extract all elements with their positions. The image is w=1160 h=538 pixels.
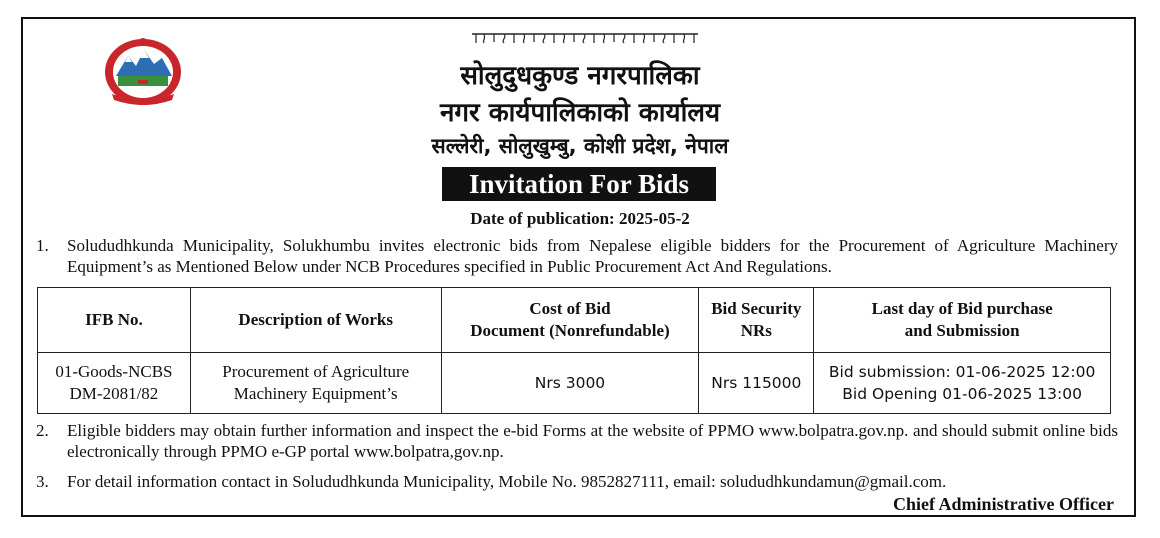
paragraph-text: Eligible bidders may obtain further information and inspect the e-bid Forms at the website of PPMO www.bolpatra.gov.np. and should submit online bids electronically through PPMO e-GP portal www.bolpatra,gov.np. bbox=[67, 421, 1118, 461]
office-address: सल्लेरी, सोलुखुम्बु, कोशी प्रदेश, नेपाल bbox=[431, 134, 729, 158]
cell-cost: Nrs 3000 bbox=[441, 353, 699, 414]
cell-security: Nrs 115000 bbox=[699, 353, 814, 414]
table-row bbox=[38, 353, 1111, 414]
paragraph-3 bbox=[36, 471, 1118, 492]
paragraph-number: 1. bbox=[36, 236, 49, 255]
paragraph-text: Solududhkunda Municipality, Solukhumbu invites electronic bids from Nepalese eligible bidders for the Procurement of Agriculture Machinery Equipment’s as Mentioned Below under NCB Procedures specified in Public Procurement Act And Regulations. bbox=[67, 236, 1118, 276]
paragraph-2 bbox=[36, 420, 1118, 462]
header-last-day: Last day of Bid purchase and Submission bbox=[814, 288, 1111, 353]
header-description: Description of Works bbox=[190, 288, 441, 353]
bid-table bbox=[37, 287, 1111, 414]
municipality-name: सोलुदुधकुण्ड नगरपालिका bbox=[460, 61, 700, 91]
cell-description: Procurement of Agriculture Machinery Equipment’s bbox=[190, 353, 441, 414]
office-name: नगर कार्यपालिकाको कार्यालय bbox=[439, 98, 721, 128]
cell-ifb-no: 01-Goods-NCBS DM-2081/82 bbox=[38, 353, 191, 414]
signature-title: Chief Administrative Officer bbox=[893, 494, 1114, 514]
paragraph-number: 2. bbox=[36, 421, 49, 440]
paragraph-number: 3. bbox=[36, 472, 49, 491]
paragraph-1 bbox=[36, 235, 1118, 277]
header-security: Bid Security NRs bbox=[699, 288, 814, 353]
header-cost: Cost of Bid Document (Nonrefundable) bbox=[441, 288, 699, 353]
paragraph-text: For detail information contact in Solududhkunda Municipality, Mobile No. 9852827111, email: solududhkundamun@gmail.com. bbox=[67, 472, 947, 491]
publication-date: Date of publication: 2025-05-2 bbox=[470, 209, 690, 228]
page-title: Invitation For Bids bbox=[442, 167, 716, 201]
header-ifb-no: IFB No. bbox=[38, 288, 191, 353]
table-header-row bbox=[38, 288, 1111, 353]
tibetan-header bbox=[470, 31, 700, 45]
cell-dates: Bid submission: 01-06-2025 12:00 Bid Opening 01-06-2025 13:00 bbox=[814, 353, 1111, 414]
